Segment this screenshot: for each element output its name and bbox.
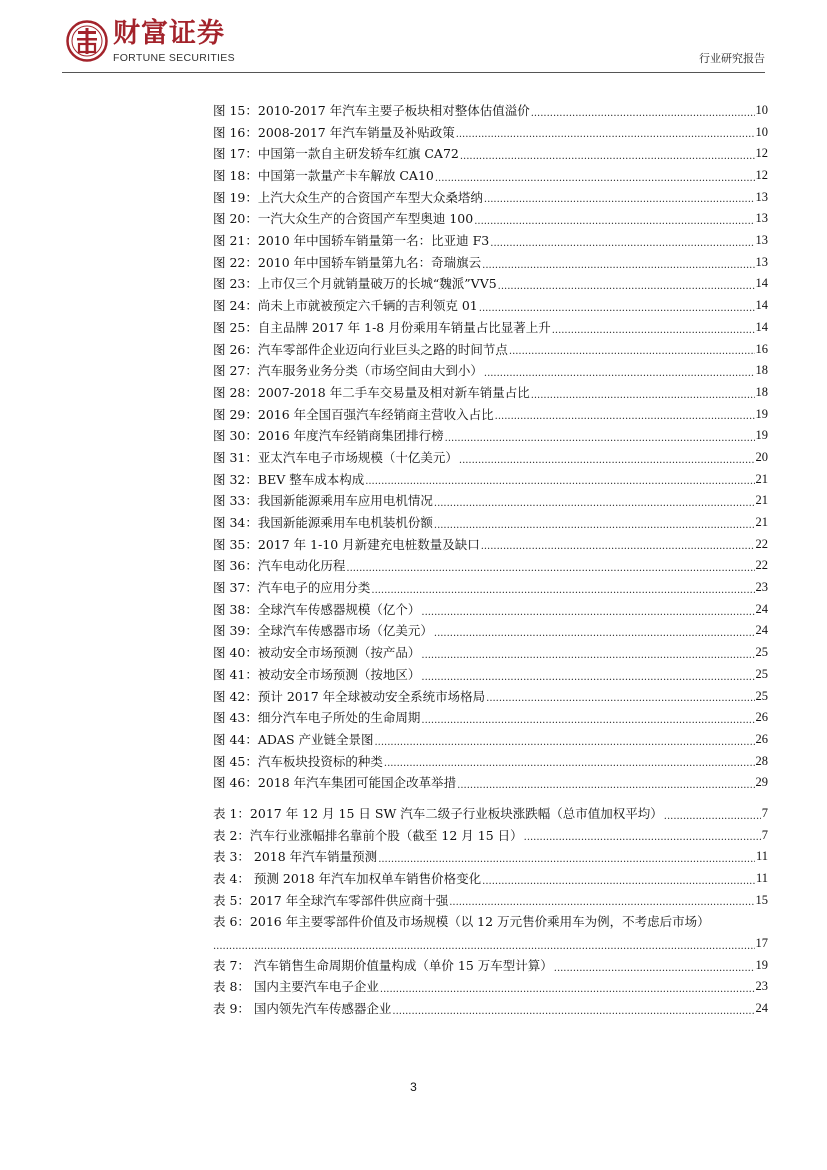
dot-leader <box>498 279 755 295</box>
toc-entry-figure[interactable] <box>213 382 768 404</box>
brand-name-en: FORTUNE SECURITIES <box>113 52 235 64</box>
toc-entry-label: 图 33：我国新能源乘用车应用电机情况 <box>213 493 433 509</box>
toc-entry-label: 表 4： 预测 2018 年汽车加权单车销售价格变化 <box>213 871 482 887</box>
toc-entry-figure[interactable] <box>213 165 768 187</box>
toc-entry-figure[interactable] <box>213 274 768 296</box>
toc-entry-figure[interactable] <box>213 143 768 165</box>
dot-leader <box>456 127 755 143</box>
toc-entry-page: 22 <box>755 558 768 573</box>
toc-entry-figure[interactable] <box>213 621 768 643</box>
dot-leader <box>213 939 755 955</box>
toc-entry-label: 图 45：汽车板块投资标的种类 <box>213 753 383 769</box>
toc-entry-page: 20 <box>755 449 768 464</box>
toc-entry-page: 28 <box>755 753 768 768</box>
dot-leader <box>346 561 754 577</box>
toc-entry-label: 表 9： 国内领先汽车传感器企业 <box>213 1001 392 1017</box>
dot-leader <box>531 388 755 404</box>
toc-entry-table-6-continued[interactable] <box>213 933 768 955</box>
toc-entry-label: 图 43：细分汽车电子所处的生命周期 <box>213 710 421 726</box>
toc-entry-figure[interactable] <box>213 187 768 209</box>
dot-leader <box>421 605 754 621</box>
toc-entry-label: 图 26：汽车零部件企业迈向行业巨头之路的时间节点 <box>213 341 508 357</box>
toc-entry-page: 21 <box>755 471 768 486</box>
toc-entry-figure[interactable] <box>213 295 768 317</box>
toc-entry-page: 21 <box>755 493 768 508</box>
toc-entry-page: 10 <box>755 102 768 117</box>
toc-entry-label: 图 22：2010 年中国轿车销量第九名：奇瑞旗云 <box>213 254 482 270</box>
toc-entry-page: 19 <box>755 957 768 972</box>
dot-leader <box>434 626 755 642</box>
dot-leader <box>380 982 755 998</box>
toc-entry-figure[interactable] <box>213 534 768 556</box>
toc-entry-page: 25 <box>755 645 768 660</box>
toc-entry-label: 图 16：2008-2017 年汽车销量及补贴政策 <box>213 124 455 140</box>
toc-entry-figure[interactable] <box>213 512 768 534</box>
toc-entry-page: 19 <box>755 406 768 421</box>
section-gap <box>213 794 768 803</box>
toc-entry-figure[interactable] <box>213 360 768 382</box>
toc-entry-figure[interactable] <box>213 707 768 729</box>
toc-entry-label: 图 19：上汽大众生产的合资国产车型大众桑塔纳 <box>213 189 483 205</box>
table-list-continued <box>213 955 768 1020</box>
toc-entry-page: 17 <box>755 936 768 951</box>
toc-entry-label: 表 5：2017 年全球汽车零部件供应商十强 <box>213 892 449 908</box>
toc-entry-table[interactable] <box>213 825 768 847</box>
brand-name-cn: 财富证券 <box>113 18 225 49</box>
toc-entry-label: 图 27：汽车服务业务分类（市场空间由大到小） <box>213 363 483 379</box>
toc-entry-page: 26 <box>755 710 768 725</box>
toc-entry-table[interactable] <box>213 977 768 999</box>
toc-entry-page: 21 <box>755 515 768 530</box>
toc-entry-page: 24 <box>755 623 768 638</box>
toc-entry-label: 图 32：BEV 整车成本构成 <box>213 471 365 487</box>
toc-entry-page: 14 <box>755 319 768 334</box>
dot-leader <box>457 778 754 794</box>
toc-entry-label: 图 42：预计 2017 年全球被动安全系统市场格局 <box>213 688 486 704</box>
toc-entry-figure[interactable] <box>213 729 768 751</box>
toc-entry-figure[interactable] <box>213 122 768 144</box>
toc-entry-page: 13 <box>755 233 768 248</box>
toc-entry-figure[interactable] <box>213 664 768 686</box>
toc-entry-label: 图 41：被动安全市场预测（按地区） <box>213 666 421 682</box>
fortune-logo-icon <box>66 20 108 62</box>
dot-leader <box>421 670 754 686</box>
toc-entry-page: 12 <box>755 168 768 183</box>
toc-entry-page: 7 <box>761 805 768 820</box>
toc-entry-figure[interactable] <box>213 208 768 230</box>
toc-entry-page: 19 <box>755 428 768 443</box>
dot-leader <box>664 809 761 825</box>
dot-leader <box>365 474 754 490</box>
toc-entry-label: 图 35：2017 年 1-10 月新建充电桩数量及缺口 <box>213 536 480 552</box>
toc-entry-page: 13 <box>755 189 768 204</box>
toc-entry-figure[interactable] <box>213 599 768 621</box>
dot-leader <box>384 756 755 772</box>
toc-entry-table[interactable] <box>213 803 768 825</box>
toc-entry-table-6[interactable] <box>213 911 768 933</box>
toc-entry-label: 图 38：全球汽车传感器规模（亿个） <box>213 601 421 617</box>
toc-entry-figure[interactable] <box>213 469 768 491</box>
toc-entry-page: 14 <box>755 298 768 313</box>
dot-leader <box>524 830 761 846</box>
dot-leader <box>486 691 754 707</box>
toc-entry-label: 图 24：尚未上市就被预定六千辆的吉利领克 01 <box>213 298 478 314</box>
toc-entry-page: 23 <box>755 979 768 994</box>
toc-entry-figure[interactable] <box>213 447 768 469</box>
dot-leader <box>421 648 754 664</box>
toc-entry-label: 图 18：中国第一款量产卡车解放 CA10 <box>213 168 434 184</box>
dot-leader <box>460 149 755 165</box>
dot-leader <box>495 409 755 425</box>
toc-entry-figure[interactable] <box>213 100 768 122</box>
toc-entry-figure[interactable] <box>213 339 768 361</box>
toc-entry-page: 18 <box>755 363 768 378</box>
dot-leader <box>434 518 755 534</box>
toc-entry-page: 15 <box>755 892 768 907</box>
header-divider <box>62 72 765 73</box>
dot-leader <box>484 366 755 382</box>
toc-entry-page: 10 <box>755 124 768 139</box>
toc-entry-page: 26 <box>755 731 768 746</box>
dot-leader <box>378 852 755 868</box>
dot-leader <box>531 106 755 122</box>
toc-entry-label: 图 39：全球汽车传感器市场（亿美元） <box>213 623 433 639</box>
toc-entry-label: 表 8： 国内主要汽车电子企业 <box>213 979 379 995</box>
toc-entry-figure[interactable] <box>213 404 768 426</box>
dot-leader <box>375 735 755 751</box>
toc-entry-figure[interactable] <box>213 425 768 447</box>
toc-entry-label: 表 7： 汽车销售生命周期价值量构成（单价 15 万车型计算） <box>213 957 553 973</box>
toc-entry-label: 图 17：中国第一款自主研发轿车红旗 CA72 <box>213 146 459 162</box>
toc-entry-table[interactable] <box>213 846 768 868</box>
dot-leader <box>509 344 755 360</box>
toc-entry-page: 24 <box>755 601 768 616</box>
table-list <box>213 803 768 911</box>
report-type: 行业研究报告 <box>699 52 765 65</box>
toc-entry-page: 25 <box>755 666 768 681</box>
toc-entry-figure[interactable] <box>213 751 768 773</box>
toc-entry-label: 图 37：汽车电子的应用分类 <box>213 580 371 596</box>
dot-leader <box>482 258 754 274</box>
toc-entry-figure[interactable] <box>213 230 768 252</box>
page-header <box>0 0 827 80</box>
toc-entry-table[interactable] <box>213 955 768 977</box>
toc-entry-label: 图 34：我国新能源乘用车电机装机份额 <box>213 515 433 531</box>
toc-entry-label: 图 30：2016 年度汽车经销商集团排行榜 <box>213 428 444 444</box>
dot-leader <box>554 961 755 977</box>
dot-leader <box>482 874 755 890</box>
dot-leader <box>371 583 754 599</box>
toc-entry-figure[interactable] <box>213 577 768 599</box>
toc-entry-page: 14 <box>755 276 768 291</box>
toc-entry-label: 表 1：2017 年 12 月 15 日 SW 汽车二级子行业板块涨跌幅（总市值加权平均） <box>213 805 663 821</box>
toc-entry-label: 图 23：上市仅三个月就销量破万的长城“魏派”VV5 <box>213 276 497 292</box>
toc-entry-label: 图 31：亚太汽车电子市场规模（十亿美元） <box>213 449 458 465</box>
toc-entry-page: 7 <box>761 827 768 842</box>
toc-entry-table[interactable] <box>213 868 768 890</box>
toc-entry-page: 18 <box>755 384 768 399</box>
toc-entry-label: 表 3： 2018 年汽车销量预测 <box>213 849 378 865</box>
toc-entry-label: 图 46：2018 年汽车集团可能国企改革举措 <box>213 775 457 791</box>
toc-entry-page: 16 <box>755 341 768 356</box>
toc-entry-label: 图 25：自主品牌 2017 年 1-8 月份乘用车销量占比显著上升 <box>213 319 551 335</box>
dot-leader <box>434 496 755 512</box>
toc-entry-figure[interactable] <box>213 490 768 512</box>
toc-entry-label: 图 36：汽车电动化历程 <box>213 558 346 574</box>
toc-entry-figure[interactable] <box>213 555 768 577</box>
toc-entry-label: 图 15：2010-2017 年汽车主要子板块相对整体估值溢价 <box>213 102 530 118</box>
toc-entry-table[interactable] <box>213 998 768 1020</box>
toc-entry-page: 25 <box>755 688 768 703</box>
dot-leader <box>435 171 755 187</box>
toc-entry-page: 23 <box>755 580 768 595</box>
toc-entry-page: 12 <box>755 146 768 161</box>
toc-entry-figure[interactable] <box>213 252 768 274</box>
toc-entry-label: 图 21：2010 年中国轿车销量第一名：比亚迪 F3 <box>213 233 490 249</box>
toc-entry-label: 表 6：2016 年主要零部件价值及市场规模（以 12 万元售价乘用车为例，不考虑后市场） <box>213 914 710 930</box>
toc-entry-page: 11 <box>755 871 768 886</box>
toc-entry-page: 13 <box>755 211 768 226</box>
table-of-contents <box>213 100 768 1020</box>
dot-leader <box>484 192 755 208</box>
dot-leader <box>445 431 755 447</box>
dot-leader <box>392 1004 754 1020</box>
toc-entry-page: 11 <box>755 849 768 864</box>
dot-leader <box>552 323 755 339</box>
toc-entry-label: 表 2：汽车行业涨幅排名靠前个股（截至 12 月 15 日） <box>213 827 523 843</box>
dot-leader <box>459 453 755 469</box>
dot-leader <box>479 301 755 317</box>
toc-entry-page: 29 <box>755 775 768 790</box>
toc-entry-label: 图 28：2007-2018 年二手车交易量及相对新车销量占比 <box>213 384 530 400</box>
toc-entry-figure[interactable] <box>213 772 768 794</box>
dot-leader <box>481 539 755 555</box>
toc-entry-figure[interactable] <box>213 317 768 339</box>
toc-entry-label: 图 44：ADAS 产业链全景图 <box>213 731 374 747</box>
dot-leader <box>449 895 754 911</box>
dot-leader <box>474 214 754 230</box>
dot-leader <box>421 713 754 729</box>
toc-entry-page: 13 <box>755 254 768 269</box>
page-number: 3 <box>410 1080 417 1094</box>
toc-entry-figure[interactable] <box>213 642 768 664</box>
toc-entry-table[interactable] <box>213 890 768 912</box>
dot-leader <box>490 236 754 252</box>
figure-list <box>213 100 768 794</box>
toc-entry-label: 图 40：被动安全市场预测（按产品） <box>213 645 421 661</box>
toc-entry-page: 22 <box>755 536 768 551</box>
toc-entry-page: 24 <box>755 1001 768 1016</box>
toc-entry-figure[interactable] <box>213 686 768 708</box>
toc-entry-label: 图 20：一汽大众生产的合资国产车型奥迪 100 <box>213 211 474 227</box>
toc-entry-label: 图 29：2016 年全国百强汽车经销商主营收入占比 <box>213 406 494 422</box>
